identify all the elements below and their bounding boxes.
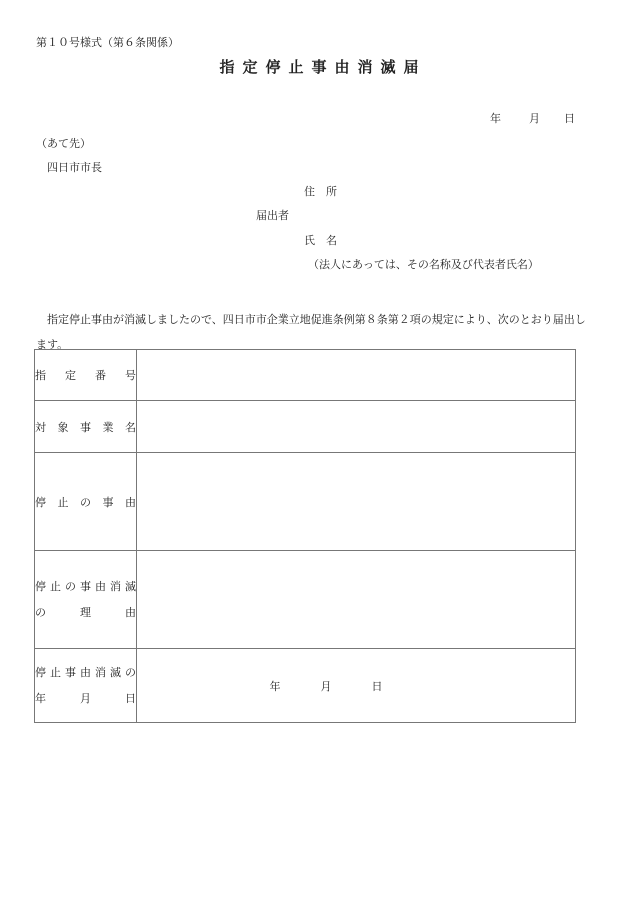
label-char: 業 bbox=[102, 420, 114, 434]
label-char: 由 bbox=[125, 495, 136, 509]
document-title: 指定停止事由消滅届 bbox=[219, 58, 427, 76]
table-row bbox=[35, 649, 576, 723]
label-char: 消 bbox=[110, 579, 121, 593]
form-number: 第１０号様式（第６条関係） bbox=[36, 36, 179, 49]
label-char: 止 bbox=[50, 665, 61, 679]
label-char: 理 bbox=[80, 605, 91, 619]
extinction-date-field[interactable] bbox=[137, 649, 576, 723]
label-char: 事 bbox=[80, 579, 91, 593]
label-char: 由 bbox=[95, 579, 106, 593]
label-char: 指 bbox=[35, 369, 46, 382]
label-char: 止 bbox=[50, 579, 61, 593]
designation-number-field[interactable] bbox=[137, 350, 576, 401]
label-char: 象 bbox=[57, 420, 69, 434]
suspension-reason-field[interactable] bbox=[137, 453, 576, 551]
row-label-target-business bbox=[35, 401, 137, 453]
label-char: 停 bbox=[35, 495, 46, 509]
table-row bbox=[35, 453, 576, 551]
name-label: 氏名 bbox=[304, 234, 348, 247]
label-char: 停 bbox=[35, 579, 46, 593]
label-text bbox=[35, 367, 136, 383]
label-char: 止 bbox=[57, 495, 69, 509]
extinction-reason-field[interactable] bbox=[137, 551, 576, 649]
label-char: 定 bbox=[65, 369, 76, 382]
label-text bbox=[35, 419, 136, 435]
label-char: 由 bbox=[125, 605, 136, 619]
label-text bbox=[35, 660, 136, 686]
label-char: の bbox=[65, 579, 76, 593]
label-char: の bbox=[80, 495, 91, 509]
label-char: 番 bbox=[95, 369, 106, 382]
target-business-field[interactable] bbox=[137, 401, 576, 453]
label-char: 名 bbox=[125, 420, 136, 434]
label-text bbox=[35, 686, 136, 712]
label-char: 停 bbox=[35, 665, 46, 679]
address-label: 住所 bbox=[304, 185, 348, 198]
label-char: 月 bbox=[80, 691, 91, 705]
label-char: 対 bbox=[35, 420, 46, 434]
label-char: 滅 bbox=[110, 665, 121, 679]
addressee-recipient: 四日市市長 bbox=[47, 161, 102, 174]
row-label-extinction-date bbox=[35, 649, 137, 723]
label-char: 年 bbox=[35, 691, 46, 705]
year-label: 年 bbox=[490, 112, 501, 125]
label-char: 日 bbox=[125, 691, 136, 705]
label-char: 事 bbox=[65, 665, 76, 679]
corporate-note: （法人にあっては、その名称及び代表者氏名） bbox=[308, 258, 539, 271]
table-row bbox=[35, 350, 576, 401]
day-label: 日 bbox=[371, 679, 383, 693]
label-char: 由 bbox=[80, 665, 91, 679]
label-char: の bbox=[35, 605, 46, 619]
form-table bbox=[34, 349, 576, 723]
table-row bbox=[35, 401, 576, 453]
row-label-designation-number bbox=[35, 350, 137, 401]
row-label-extinction-reason bbox=[35, 551, 137, 649]
label-char: 号 bbox=[125, 369, 136, 382]
row-label-suspension-reason bbox=[35, 453, 137, 551]
day-label: 日 bbox=[564, 112, 575, 125]
table-row bbox=[35, 551, 576, 649]
label-char: 事 bbox=[102, 495, 114, 509]
body-text: 指定停止事由が消滅しましたので、四日市市企業立地促進条例第８条第２項の規定により、次のとおり届出します。 bbox=[36, 313, 586, 351]
label-char: 消 bbox=[95, 665, 106, 679]
month-label: 月 bbox=[529, 112, 540, 125]
submission-date bbox=[490, 113, 575, 124]
notifier-label: 届出者 bbox=[256, 209, 289, 222]
label-char: 滅 bbox=[125, 579, 136, 593]
addressee-label: （あて先） bbox=[36, 137, 91, 150]
label-text bbox=[35, 600, 136, 626]
label-text bbox=[35, 494, 136, 510]
label-text bbox=[35, 574, 136, 600]
year-label: 年 bbox=[269, 679, 281, 693]
label-char: 事 bbox=[80, 420, 91, 434]
month-label: 月 bbox=[320, 679, 332, 693]
label-char: の bbox=[125, 665, 136, 679]
